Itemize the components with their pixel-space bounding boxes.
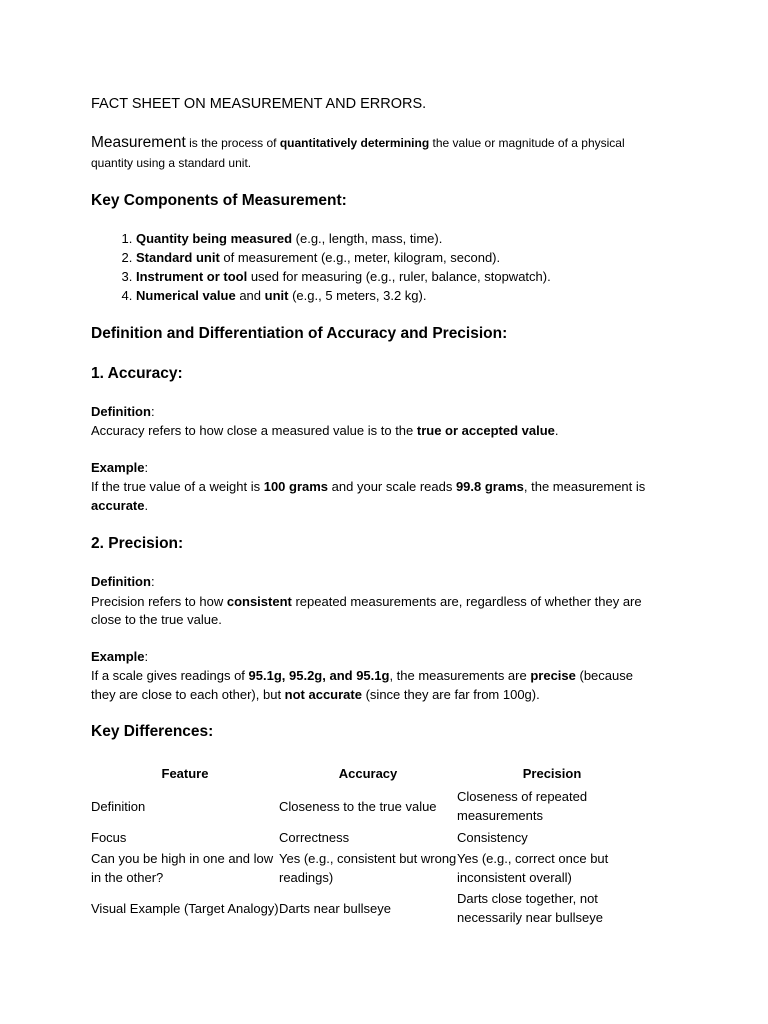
accuracy-example-text: If the true value of a weight is 100 grams and your scale reads 99.8 grams, the measurement is [91,479,646,494]
accuracy-example-line-2: accurate. [91,498,149,513]
table-row [91,826,647,848]
table-header-row [91,760,647,786]
list-item: 2. Standard unit of measurement (e.g., meter, kilogram, second). [136,248,551,267]
table-header: Accuracy [338,765,398,781]
accuracy-definition-text: Accuracy refers to how close a measured value is to the true or accepted value. [91,423,559,438]
intro-text-2: the value or magnitude of a physical [429,136,625,150]
intro-term: Measurement [91,134,186,151]
table-cell: Darts close together, not necessarily near bullseye [457,891,603,925]
table-cell: Focus [91,829,127,845]
section-heading: Definition and Differentiation of Accuracy and Precision: [91,325,508,342]
precision-definition-text: Precision refers to how consistent repeated measurements are, regardless of whether they are [91,594,642,609]
table-cell: Correctness [279,829,350,845]
table-row [91,786,647,826]
table-cell: Definition [91,798,146,814]
table-cell: Visual Example (Target Analogy) [91,900,279,916]
precision-definition-line-2: close to the true value. [91,612,222,627]
precision-example-line-2: they are close to each other), but not accurate (since they are far from 100g). [91,687,540,702]
components-heading: Key Components of Measurement: [91,192,347,209]
table-cell: Darts near bullseye [279,900,391,916]
list-item: 1. Quantity being measured (e.g., length, mass, time). [136,229,551,248]
differences-heading: Key Differences: [91,723,214,740]
list-item: 3. Instrument or tool used for measuring (e.g., ruler, balance, stopwatch). [136,267,551,286]
precision-example-text: If a scale gives readings of 95.1g, 95.2g, and 95.1g, the measurements are precise (because [91,668,633,683]
accuracy-heading: 1. Accuracy: [91,365,183,382]
table-cell: Yes (e.g., correct once but inconsistent overall) [457,851,609,885]
accuracy-example-label: Example: [91,460,149,475]
table-header: Precision [522,765,582,781]
table-cell: Yes (e.g., consistent but wrong readings) [279,851,457,885]
table-cell: Can you be high in one and low in the other? [91,851,274,885]
intro-paragraph [91,134,625,152]
table-row [91,848,647,888]
table-cell: Closeness of repeated measurements [457,789,588,823]
intro-bold: quantitatively determining [279,136,430,150]
differences-table [91,760,647,928]
table-row [91,888,647,928]
list-item: 4. Numerical value and unit (e.g., 5 meters, 3.2 kg). [136,286,551,305]
intro-text-1: is the process of [185,136,280,150]
table-cell: Consistency [457,829,528,845]
precision-example-label: Example: [91,649,149,664]
page-title: FACT SHEET ON MEASUREMENT AND ERRORS. [91,96,427,112]
accuracy-definition-label: Definition: [91,404,155,419]
components-list [91,229,551,305]
precision-definition-label: Definition: [91,574,155,589]
precision-heading: 2. Precision: [91,535,184,552]
table-header: Feature [161,765,209,781]
table-cell: Closeness to the true value [279,798,437,814]
intro-line-2: quantity using a standard unit. [91,156,252,170]
